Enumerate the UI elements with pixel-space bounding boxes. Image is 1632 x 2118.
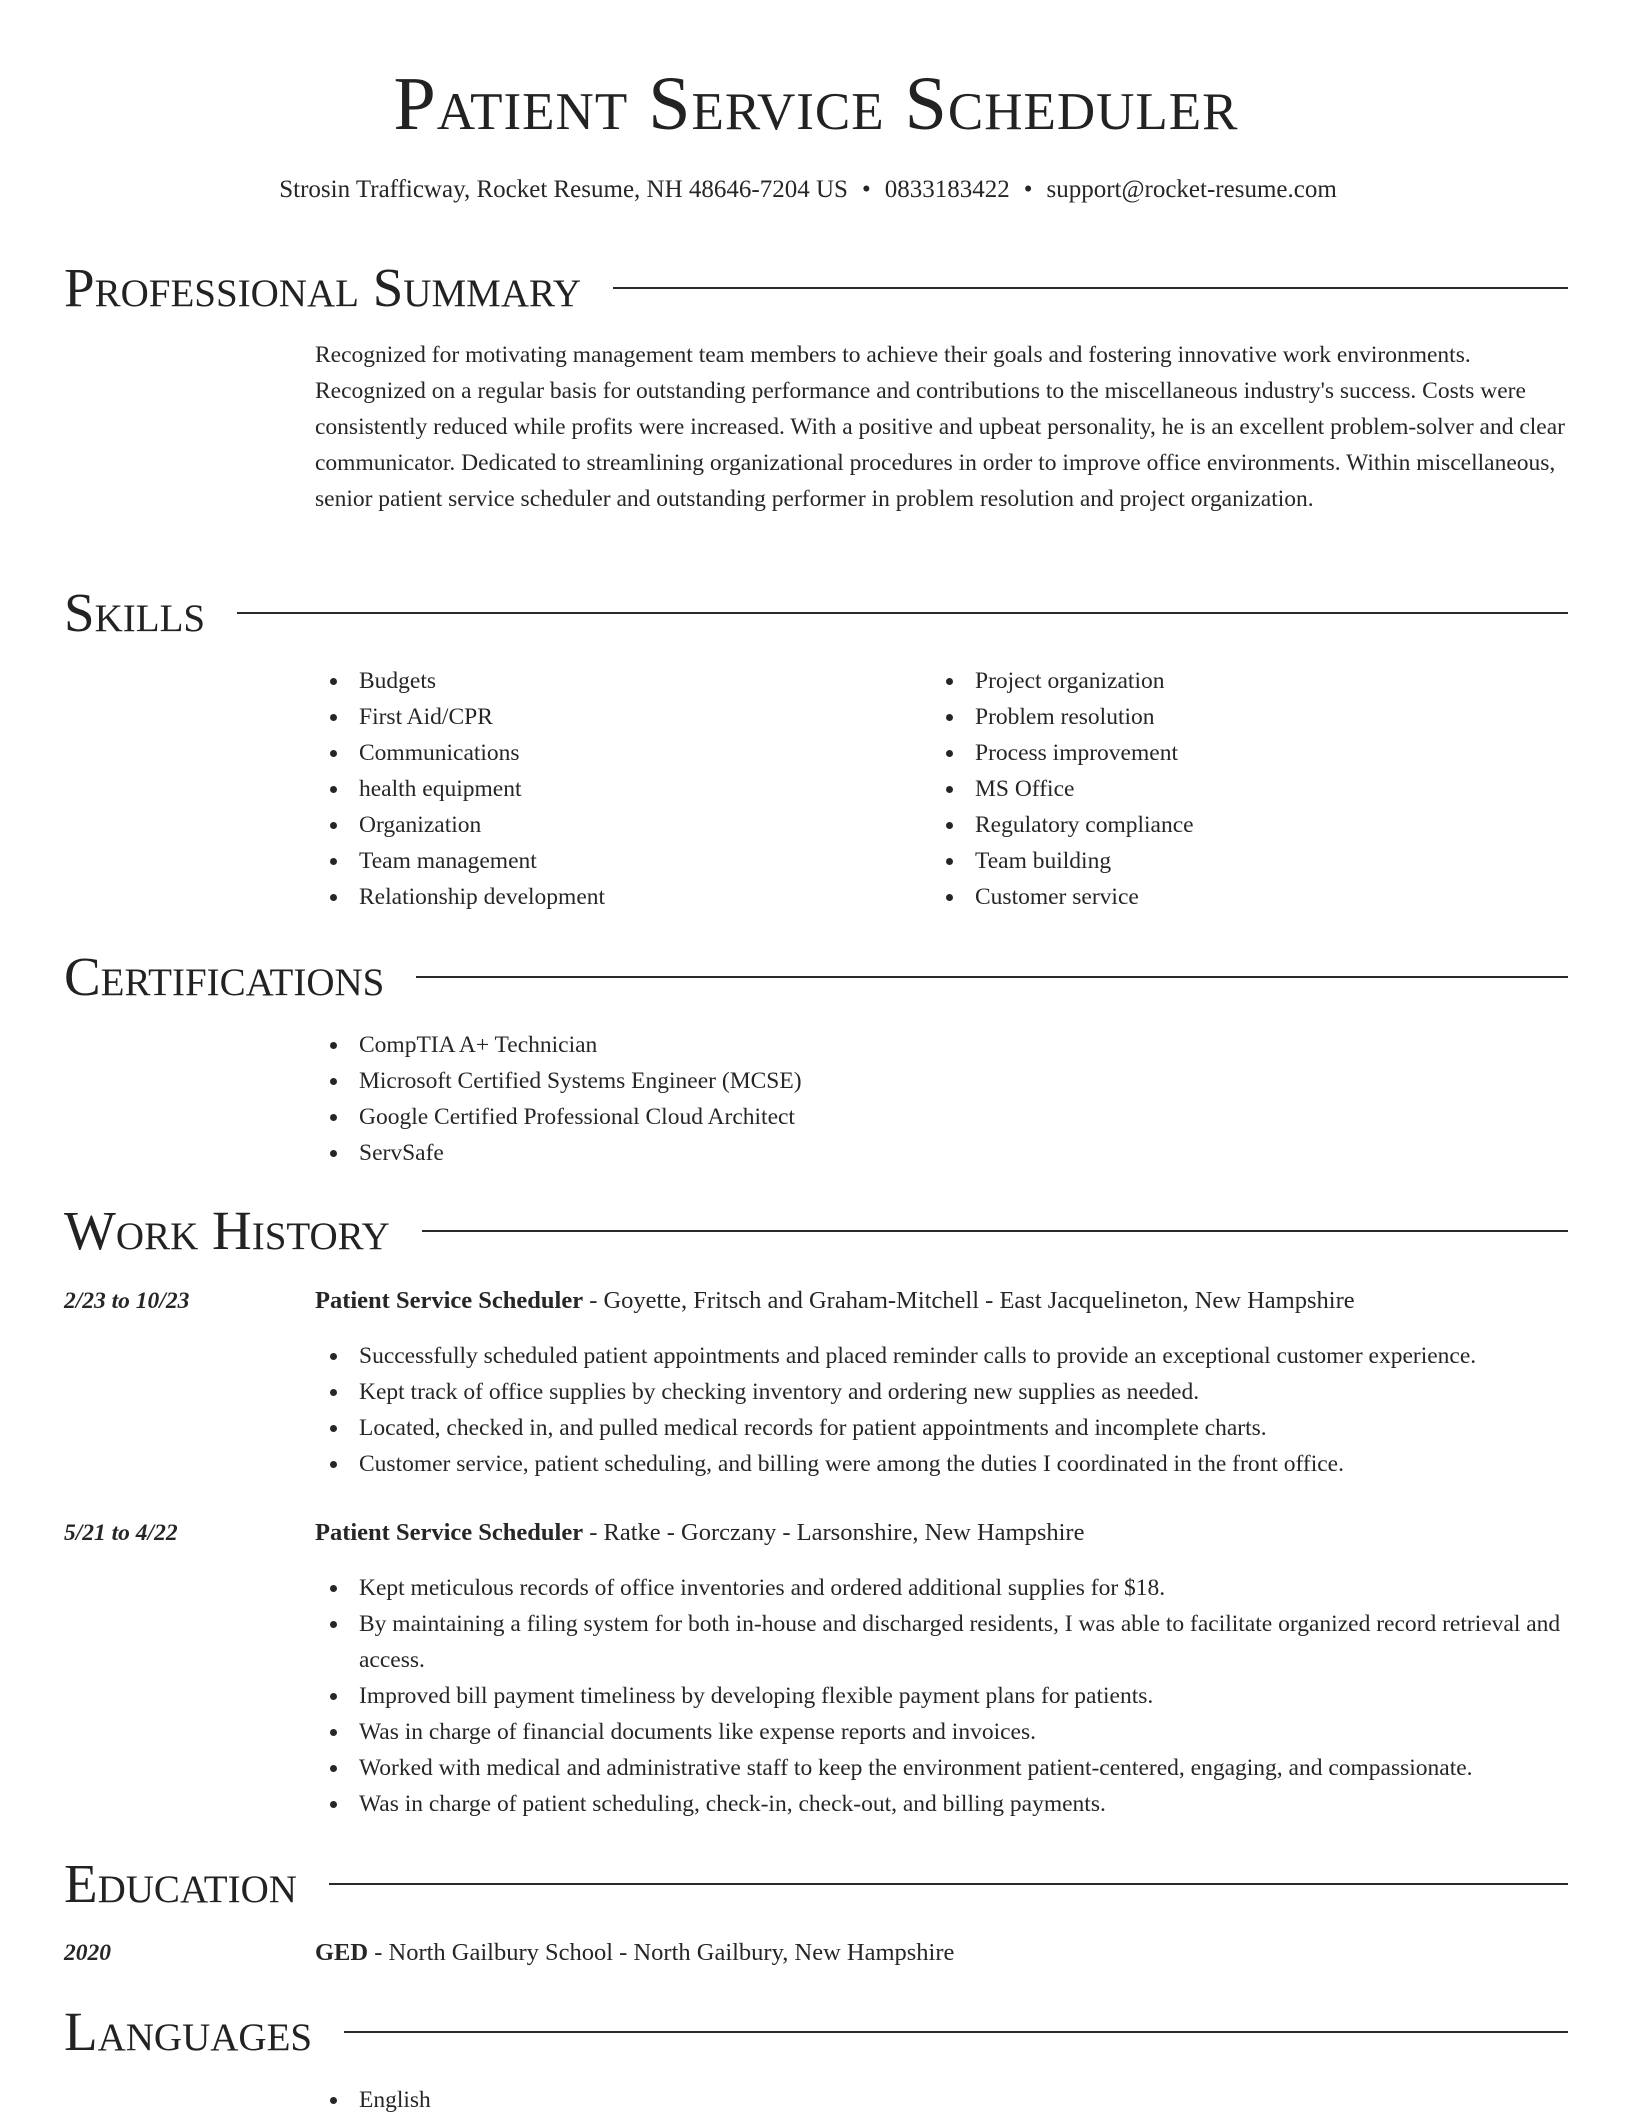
section-summary-header (64, 256, 1568, 320)
section-title: Skills (64, 582, 206, 643)
resume-name: Patient Service Scheduler (393, 62, 1239, 146)
section-divider (416, 976, 1568, 978)
contact-separator: • (861, 176, 871, 203)
section-skills-header (64, 581, 1568, 645)
skill-item: First Aid/CPR (315, 699, 915, 735)
skill-item: Budgets (315, 663, 915, 699)
skill-item: Communications (315, 735, 915, 771)
section-certifications-header (64, 945, 1568, 1009)
job-bullet: Kept meticulous records of office inventories and ordered additional supplies for $18. (315, 1570, 1570, 1606)
contact-address: Strosin Trafficway, Rocket Resume, NH 48646-7204 US (279, 176, 848, 203)
languages-list (315, 2082, 915, 2118)
summary-text: Recognized for motivating management team members to achieve their goals and fostering innovative work environments. Recognized on a regular basis for outstanding performance and contributions to the miscellaneous industry's success. Costs were consistently reduced while profits were increased. With a positive and upbeat personality, he is an excellent problem-solver and clear communicator. Dedicated to streamlining organizational procedures in order to improve office environments. Within miscellaneous, senior patient service scheduler and outstanding performer in problem resolution and project organization. (315, 342, 1565, 512)
section-title: Languages (64, 2001, 313, 2062)
education-entry (315, 1935, 1570, 1971)
certifications-list (315, 1027, 1570, 1171)
skills-column-left (315, 663, 915, 915)
skill-item: Team management (315, 843, 915, 879)
section-title: Professional Summary (64, 257, 582, 318)
job-header (315, 1283, 1570, 1319)
skill-item: MS Office (931, 771, 1531, 807)
job-bullet: Located, checked in, and pulled medical records for patient appointments and incomplete charts. (315, 1410, 1570, 1446)
job-bullet: Was in charge of patient scheduling, check-in, check-out, and billing payments. (315, 1786, 1570, 1822)
skill-item: Regulatory compliance (931, 807, 1531, 843)
job-bullet: By maintaining a filing system for both in-house and discharged residents, I was able to facilitate organized record retrieval and access. (315, 1606, 1570, 1678)
job-dates: 5/21 to 4/22 (64, 1520, 178, 1546)
skills-column-right (931, 663, 1531, 915)
job-bullet: Improved bill payment timeliness by developing flexible payment plans for patients. (315, 1678, 1570, 1714)
job-employer-location: - Ratke - Gorczany - Larsonshire, New Hampshire (583, 1519, 1085, 1546)
job-bullet: Successfully scheduled patient appointments and placed reminder calls to provide an exceptional customer experience. (315, 1338, 1570, 1374)
skill-item: Team building (931, 843, 1531, 879)
section-divider (344, 2031, 1568, 2033)
section-divider (329, 1883, 1568, 1885)
section-languages-header (64, 2000, 1568, 2064)
contact-separator: • (1023, 176, 1033, 203)
section-divider (237, 612, 1568, 614)
job-title: Patient Service Scheduler (315, 1287, 584, 1314)
section-divider (613, 287, 1568, 289)
certification-item: ServSafe (315, 1135, 1570, 1171)
job-bullet: Was in charge of financial documents like expense reports and invoices. (315, 1714, 1570, 1750)
job-bullet: Kept track of office supplies by checking inventory and ordering new supplies as needed. (315, 1374, 1570, 1410)
section-divider (422, 1230, 1568, 1232)
job-bullets (315, 1338, 1570, 1482)
skill-item: Process improvement (931, 735, 1531, 771)
contact-email[interactable]: support@rocket-resume.com (1046, 176, 1337, 203)
section-title: Education (64, 1853, 297, 1914)
certification-item: Google Certified Professional Cloud Architect (315, 1099, 1570, 1135)
skill-item: Relationship development (315, 879, 915, 915)
job-title: Patient Service Scheduler (315, 1519, 584, 1546)
education-degree: GED (315, 1939, 369, 1966)
job-employer-location: - Goyette, Fritsch and Graham-Mitchell - East Jacquelineton, New Hampshire (583, 1287, 1355, 1314)
section-education-header (64, 1852, 1568, 1916)
section-title: Work History (64, 1200, 390, 1261)
section-title: Certifications (64, 946, 385, 1007)
certification-item: CompTIA A+ Technician (315, 1027, 1570, 1063)
language-item: English (315, 2082, 915, 2118)
education-school-location: - North Gailbury School - North Gailbury, New Hampshire (368, 1939, 955, 1966)
job-bullet: Customer service, patient scheduling, and billing were among the duties I coordinated in the front office. (315, 1446, 1570, 1482)
job-header (315, 1515, 1570, 1551)
job-dates: 2/23 to 10/23 (64, 1288, 190, 1314)
job-bullet: Worked with medical and administrative staff to keep the environment patient-centered, engaging, and compassionate. (315, 1750, 1570, 1786)
skill-item: Customer service (931, 879, 1531, 915)
skill-item: Problem resolution (931, 699, 1531, 735)
contact-phone: 0833183422 (884, 176, 1010, 203)
job-bullets (315, 1570, 1570, 1822)
education-year: 2020 (64, 1940, 111, 1966)
skill-item: Organization (315, 807, 915, 843)
certification-item: Microsoft Certified Systems Engineer (MCSE) (315, 1063, 1570, 1099)
skill-item: Project organization (931, 663, 1531, 699)
section-work-header (64, 1199, 1568, 1263)
contact-line (0, 172, 1616, 208)
skill-item: health equipment (315, 771, 915, 807)
